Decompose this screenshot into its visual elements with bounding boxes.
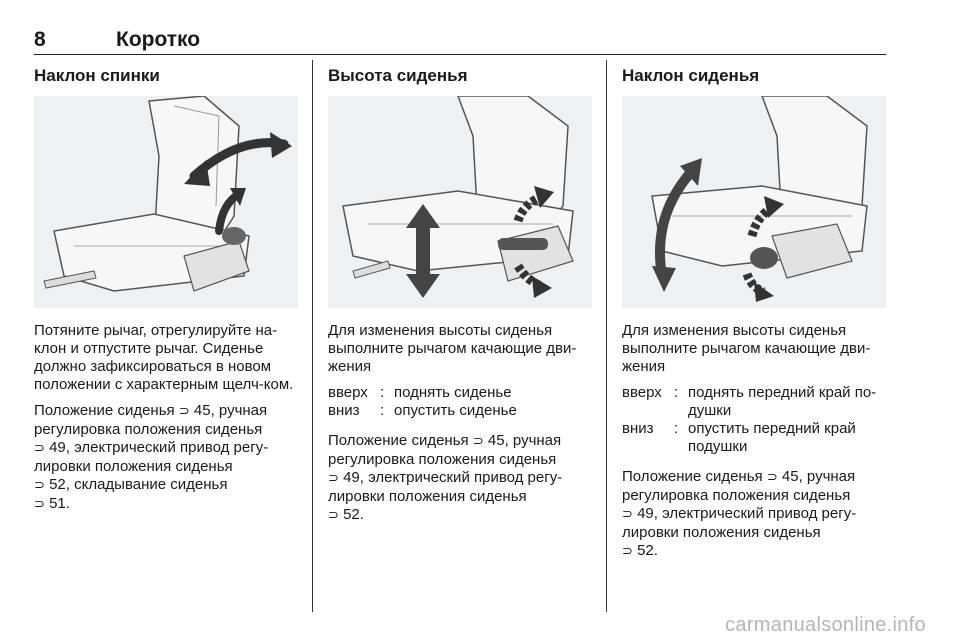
direction-key: вверх <box>328 384 368 401</box>
separator: : <box>674 420 679 437</box>
ref-link[interactable]: 45, ручная <box>781 468 856 485</box>
ref-text: лировки положения сиденья <box>622 524 821 541</box>
ref-text: лировки положения сиденья <box>328 488 527 505</box>
ref-link[interactable]: 49, электрический привод регу- <box>343 469 563 486</box>
column-divider <box>312 60 313 612</box>
reference-arrow-icon: ⊃ <box>34 441 45 456</box>
cross-references <box>622 468 886 561</box>
list-item <box>328 402 592 420</box>
column-divider <box>606 60 607 612</box>
reference-arrow-icon: ⊃ <box>622 507 633 522</box>
section-body <box>622 322 886 561</box>
section-heading: Наклон сиденья <box>622 66 760 85</box>
watermark: carmanualsonline.info <box>725 614 926 636</box>
cross-references <box>328 432 592 525</box>
direction-list <box>622 384 886 456</box>
list-item <box>622 384 886 420</box>
direction-value: опустить сиденье <box>394 402 517 419</box>
section-heading: Наклон спинки <box>34 66 160 85</box>
ref-text: регулировка положения сиденья <box>328 451 557 468</box>
list-item <box>328 384 592 402</box>
ref-link[interactable]: 52. <box>637 542 658 559</box>
reference-arrow-icon: ⊃ <box>34 497 45 512</box>
page-number: 8 <box>34 28 46 51</box>
list-item <box>622 420 886 456</box>
direction-key: вверх <box>622 384 662 401</box>
section-body <box>328 322 592 525</box>
ref-link[interactable]: 45, ручная <box>487 432 562 449</box>
ref-text: Положение сиденья <box>328 432 469 449</box>
ref-text: Положение сиденья <box>34 402 175 419</box>
ref-text: Положение сиденья <box>622 468 763 485</box>
reference-arrow-icon: ⊃ <box>178 404 190 419</box>
ref-text: регулировка положения сиденья <box>34 421 263 438</box>
ref-link[interactable]: 45, ручная <box>193 402 268 419</box>
section-seat-height <box>328 66 592 533</box>
separator: : <box>674 384 679 401</box>
direction-value: поднять сиденье <box>394 384 512 401</box>
section-heading: Высота сиденья <box>328 66 468 85</box>
ref-text: регулировка положения сиденья <box>622 487 851 504</box>
section-backrest-tilt <box>34 66 298 522</box>
seat-height-illustration <box>328 96 592 308</box>
reference-arrow-icon: ⊃ <box>328 508 339 523</box>
page-title: Коротко <box>116 28 201 51</box>
reference-arrow-icon: ⊃ <box>622 544 633 559</box>
reference-arrow-icon: ⊃ <box>472 434 484 449</box>
section-seat-tilt <box>622 66 886 569</box>
seat-backrest-illustration <box>34 96 298 308</box>
separator: : <box>380 402 385 419</box>
direction-key: вниз <box>622 420 654 437</box>
ref-link[interactable]: 52. <box>343 506 364 523</box>
page-header <box>34 28 886 55</box>
cross-references <box>34 402 298 514</box>
direction-value: опустить передний край подушки <box>688 420 856 455</box>
section-paragraph: Для изменения высоты сиденья выполните рычагом качающие дви-жения <box>622 322 871 375</box>
section-paragraph: Потяните рычаг, отрегулируйте на-клон и отпустите рычаг. Сиденье должно зафиксироваться в новом положении с характерным щелч-ком. <box>34 322 294 393</box>
direction-list <box>328 384 592 420</box>
ref-link[interactable]: 51. <box>49 495 70 512</box>
seat-tilt-illustration <box>622 96 886 308</box>
section-paragraph: Для изменения высоты сиденья выполните рычагом качающие дви-жения <box>328 322 577 375</box>
separator: : <box>380 384 385 401</box>
section-body <box>34 322 298 514</box>
reference-arrow-icon: ⊃ <box>766 470 778 485</box>
ref-text: лировки положения сиденья <box>34 458 233 475</box>
ref-link[interactable]: 52, складывание сиденья <box>49 476 228 493</box>
direction-key: вниз <box>328 402 360 419</box>
direction-value: поднять передний край по-душки <box>688 384 877 419</box>
ref-link[interactable]: 49, электрический привод регу- <box>637 505 857 522</box>
reference-arrow-icon: ⊃ <box>34 478 45 493</box>
ref-link[interactable]: 49, электрический привод регу- <box>49 439 269 456</box>
reference-arrow-icon: ⊃ <box>328 471 339 486</box>
